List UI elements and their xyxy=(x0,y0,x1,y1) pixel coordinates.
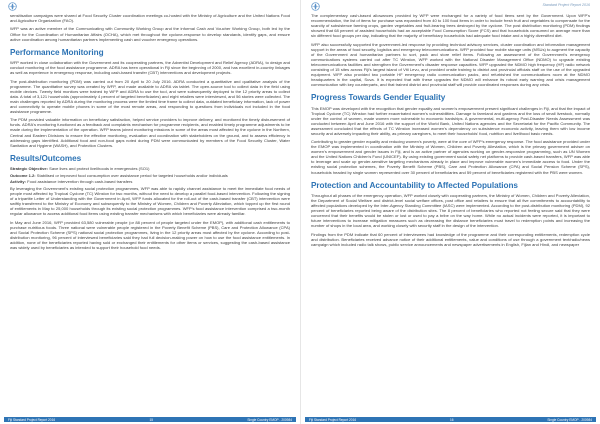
body-paragraph: Findings from the PDM indicate that 60 percent of interviewees had knowledge of the programme and their corresponding entitlements, redemption cycle and distribution. Beneficiaries received advance notice of their additional entitlements, value and conditions of use through a government text/radio/news campaign which included radio talk shows, public service announcements and newspaper advertisements in English, Fijian and Hindi, and newspaper xyxy=(311,231,590,247)
right-column xyxy=(311,13,590,250)
body-paragraph: The post-distribution monitoring (PDM) was carried out from 20 April to 20 July 2016. ADRA conducted a quantitative and qualitative analysis of the programme. The quantitative survey was created by WFP, and made available to ADRA via tablet. The open-source tool to collect data in the field using mobile devices. Twenty field monitors were trained by WFP and ADRA to use the tool, and were subsequently deployed to the 12 priority areas to collect data. A total of 3,121 households (approximately 4 percent of targeted beneficiaries) and eight retailers were interviewed, and 56 stories were collected. The main challenges reported by ADRA during the monitoring process were the limited time frame to collect data, outdated beneficiary information, lack of power and connectivity to operate mobile phones in some of the most remote areas, and responding to questions from individuals not included in the food assistance programme. xyxy=(10,78,290,114)
page-footer xyxy=(301,415,600,422)
body-paragraph: By leveraging the Government's existing social protection programmes, WFP was able to rapidly channel assistance to meet the immediate food needs of people most affected by Tropical Cyclone (TC) Winston for two months, without the need to develop a parallel food-based intervention. Following the signing of a tripartite Letter of Understanding with the Government in April, WFP funds allocated for the roll-out of the cash-based transfer (CBT) intervention were swiftly transferred to the Ministry of Economy and subsequently to the Ministry of Women, Children and Poverty Alleviation, which topped up the first round of entitlements in May to 25,000 households through its existing social protection programmes. WFP's food assistance intervention comprised a two-month regular allowance to access additional food items using existing transfer mechanisms with which beneficiaries were already familiar. xyxy=(10,186,290,217)
body-paragraph: WFP was an active member of the Communicating with Community Working Group and the informal Cash and Voucher Working Group, both led by the Office for the Coordination of Humanitarian Affairs (OCHA), which met throughout the cyclone-response to develop standards, identify gaps, and ensure active coordination among humanitarian partners implementing cash and voucher emergency operations. xyxy=(10,26,290,42)
section-heading: Performance Monitoring xyxy=(10,47,104,57)
footer-report-title: Fiji Standard Project Report 2016 xyxy=(309,417,357,422)
paragraph-text: Food assistance intervention through cash-based transfers xyxy=(25,179,133,185)
running-header-title: Standard Project Report 2016 xyxy=(542,3,590,7)
labeled-paragraph xyxy=(10,166,290,171)
paragraph-label: Strategic Objective: xyxy=(10,166,49,172)
labeled-paragraph xyxy=(10,173,290,178)
footer-bar xyxy=(305,417,596,422)
wfp-emblem-icon xyxy=(8,2,17,11)
footer-project-id: Single Country EMOP - 200984 xyxy=(547,417,592,422)
footer-report-title: Fiji Standard Project Report 2016 xyxy=(8,417,56,422)
page-header xyxy=(0,0,300,12)
wfp-emblem-icon xyxy=(311,2,320,11)
paragraph-text: Save lives and protect livelihoods in emergencies (SO1) xyxy=(48,166,150,172)
footer-project-id: Single Country EMOP - 200984 xyxy=(247,417,292,422)
footer-page-number: 16 xyxy=(450,417,454,422)
footer-bar xyxy=(4,417,296,422)
paragraph-text: Stabilised or improved food consumption over assistance period for targeted households and/or individuals xyxy=(35,172,228,178)
section-heading: Progress Towards Gender Equality xyxy=(311,93,446,103)
left-column xyxy=(10,13,290,253)
right-page xyxy=(300,0,600,424)
body-paragraph: WFP worked in close collaboration with the Government and its cooperating partners, the Adventist Development and Relief Agency (ADRA), to design and conduct monitoring of the food assistance programme. ADRA has been operational in Fiji since the beginning of 2000, and has excellent in-country linkages as well as experience in emergency response, including cash-based transfer (CBT) interventions and development projects. xyxy=(10,60,290,76)
section-heading: Results/Outcomes xyxy=(10,153,82,163)
section-heading: Protection and Accountability to Affected Populations xyxy=(311,180,518,190)
body-paragraph: Throughout all phases of the emergency operation, WFP worked closely with cooperating partners, the Ministry of Women, Children and Poverty Alleviation, the Department of Social Welfare and district-level social welfare offices, post office and retailers to ensure that all five commitments to accountability to affected populations developed by the Inter-Agency Standing Committee (IASC) were implemented. According to the post-distribution monitoring (PDM), 92 percent of beneficiaries reported being aware of the distribution sites. The 8 percent of beneficiaries who reported not feeling secure said that they were concerned that their benefits would be stolen or lost or used to pay a bribe on the way home. While no actual incidents were reported, it is important to future interventions to increase mitigation measures such as decreasing the distance beneficiaries must travel to redemption points and increasing the number of shops in the local area, and working closely with security staff in the design of the intervention. xyxy=(311,193,590,229)
body-paragraph: WFP also successfully supported the government-led response by providing technical advisory services, cluster coordination and information management support in the areas of food security, logistics and emergency telecommunications. WFP provided four mobile storage units (MSUs) to augment the capacity of the Government and humanitarian partners to sort, pack and store relief items. Following an assessment of the Government's emergency communications systems carried out after TC Winston, WFP worked with the National Disaster Management Office (NDMO) to upgrade existing telecommunications facilities and strengthen the Government's disaster response capacities. WFP upgraded the NDMO high frequency (HF) radio network consisting of 15 sites across Fiji's largest island of Viti Levu, and provided onsite training to district and provincial officials staff on the use of the upgraded equipment. WFP also provided two portable HF emergency radio communication packs, and refurbished the communications room at the NDMO headquarters in the capital, Suva. It is expected that with these upgrades the NDMO will enhance its robust early warning and crisis management communication with key counterparts, and that trained district and provincial staff will provide coordinated responses during any crisis. xyxy=(311,41,590,87)
page-footer xyxy=(0,415,300,422)
labeled-paragraph xyxy=(10,179,290,184)
body-paragraph: The PDM provided valuable information on beneficiary satisfaction, helped service providers to improve delivery, and monitored the timely disbursement of funds. ADRA's monitoring functioned as a feedback and complaints mechanism for programme recipients, and enabled timely programme adjustments to be made during the implementation of the operation. WFP teams joined monitoring missions in some of the areas most affected by the cyclone in the Northern, Central and Eastern Divisions to ensure the effective monitoring, evaluation and coordination with stakeholders on the ground, and to assess efficiency in addressing gaps identified. Additional food and non-food gaps noted during PDM were communicated by members of the Food Security Cluster, Water Sanitation and Hygiene (WASH), and Protection Clusters. xyxy=(10,117,290,148)
body-paragraph: In May and June 2016, WFP provided 63,580 vulnerable people (or 88 percent of people targeted under the EMOP), with additional cash entitlements to purchase nutritious foods. Three national were vulnerable people registered in the Poverty Benefit Scheme (PBS), Care and Protection Allowance (CPA) and Social Protection Scheme (SPS) national social protection programmes, living in the 12 priority areas most affected by the cyclone. According to post-distribution monitoring, 96 percent of interviewed beneficiaries said they had full decision-making power on how to use the food assistance entitlements. In addition, none of the beneficiaries reported having sold or exchanged their entitlements for other items or services, suggesting the cash-based assistance was widely used by beneficiaries as intended to support their household food needs. xyxy=(10,219,290,250)
page-header xyxy=(301,0,600,12)
body-paragraph: This EMOP was developed with the recognition that gender equality and women's empowerment present significant challenges in Fiji, and that the impact of Tropical Cyclone (TC) Winston had further exacerbated women's vulnerabilities. Damage to farmland and gardens and the loss of small livestock, normally under the control of women, made women more vulnerable to economic hardships. A governmental, multi-agency Post-Disaster Needs Assessment was conducted between April and June 2016 with the support of the World Bank, United Nations agencies and the Secretariat for the Pacific Community. The assessment concluded that the effects of TC Winston increased women's dependency on subsistence economic activity, leaving them with low income security and adversely impacting their ability, as primary caregivers, to meet their households' food, nutrition and livelihood basic needs. xyxy=(311,105,590,136)
footer-page-number: 15 xyxy=(149,417,154,422)
body-paragraph: The complementary cash-based allowances provided by WFP were exchanged for a variety of food items sent by the Government. Upon WFP's recommendation, the list of items for purchase was expanded from 40 to 100 food items in order to include fresh fruit and vegetables to compensate for the scarcity of subsistence farming crops, garden vegetables and fruit-bearing trees destroyed by the cyclone. The post distribution monitoring (PDM) findings showed that 68 percent of assisted households had an acceptable Food Consumption Score (FCS) and that households consumed on average more than six different food groups per day, indicating that the majority of beneficiary households had adequate food intake and a highly diversified diet. xyxy=(311,13,590,39)
paragraph-label: Outcome 1.2: xyxy=(10,172,36,178)
body-paragraph: Contributing to greater gender equality and reducing women's poverty, were at the core of WFP's emergency response. The food assistance provided under the EMOP was implemented in coordination with the Ministry of Women, Children and Poverty Alleviation, which is the primary government adviser on women's empowerment and gender issues in Fiji, and is an active partner of agencies working on gender-responsive programming, such as UN Women and the United Nations Children's Fund (UNICEF). By using existing government social safety net platforms to provide cash-based transfers, WFP was able to leverage and scale up gender-sensitive targeting mechanisms already in place and improve vulnerable women's immediate access to food. Under the existing social protection schemes, the Poverty Benefit Scheme (PBS), Care and Protection Allowance (CPA) and Social Pension Scheme (SPS), households headed by single women represented over 30 percent of beneficiaries and 59 percent of beneficiaries registered with the PBS were women. xyxy=(311,139,590,175)
paragraph-label: Activity: xyxy=(10,179,26,185)
body-paragraph: sensitisation campaigns were shared at Food Security Cluster coordination meetings co-hosted with the Ministry of Agriculture and the United Nations Food and Agriculture Organization (FAO). xyxy=(10,13,290,24)
